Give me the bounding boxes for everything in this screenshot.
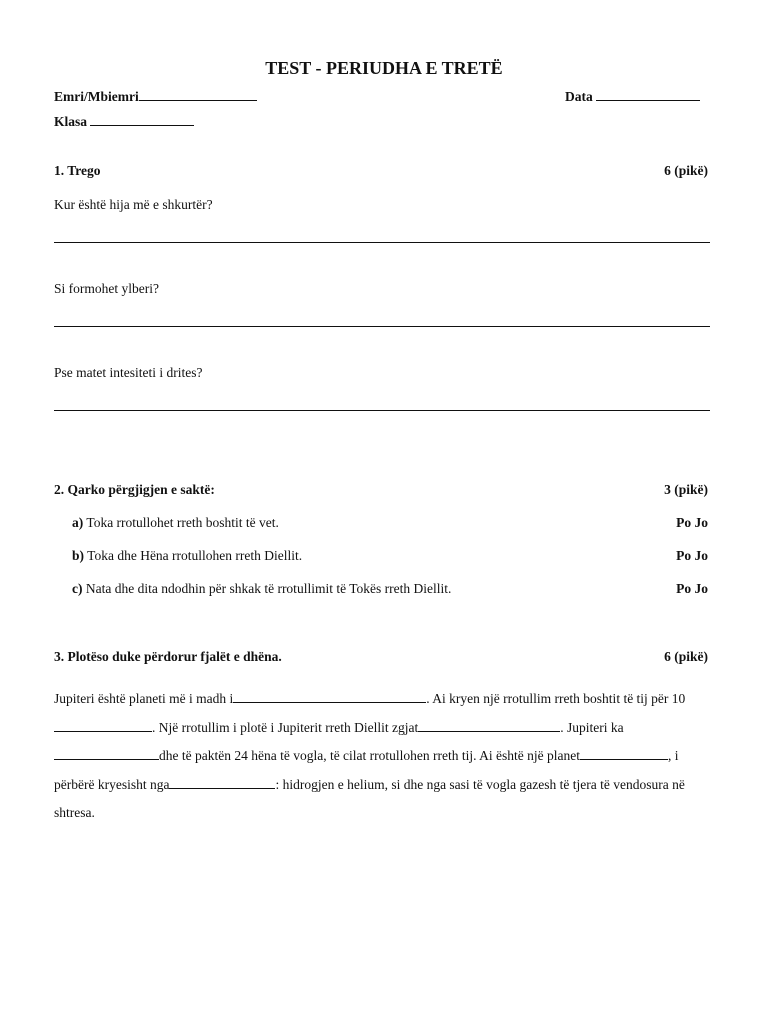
q3-text-part: , i përbërë kryesisht nga [54,748,679,792]
q2-item-b-options[interactable]: Po Jo [676,548,708,563]
q2-item-text: Toka rrotullohet rreth boshtit të vet. [86,515,279,530]
date-label: Data [565,89,593,104]
q2-item-c [72,581,451,597]
q3-blank-6[interactable] [169,776,275,789]
q3-text-part: . Një rrotullim i plotë i Jupiterit rreth Diellit zgjat [152,719,419,735]
q3-text-part: . Ai kryen një rrotullim rreth boshtit të tij për 10 [426,691,686,706]
q2-item-a [72,515,279,531]
name-blank[interactable] [139,88,257,101]
date-blank[interactable] [596,88,700,101]
q1-answer-line-1[interactable] [54,242,710,243]
class-label: Klasa [54,114,88,129]
q3-heading: 3. Plotëso duke përdorur fjalët e dhëna. [54,649,282,664]
name-field-row [54,88,257,105]
page-title: TEST - PERIUDHA E TRETË [265,58,503,78]
q3-blank-1[interactable] [233,690,426,703]
q1-question-2: Si formohet ylberi? [54,281,159,296]
q2-item-letter: a) [72,515,84,530]
q2-item-letter: c) [72,581,83,596]
name-label: Emri/Mbiemri [54,89,139,104]
q1-question-1: Kur është hija më e shkurtër? [54,197,213,212]
q2-item-b [72,548,302,564]
q2-item-text: Toka dhe Hëna rrotullohen rreth Diellit. [87,548,303,563]
q3-points: 6 (pikë) [664,649,708,664]
q3-blank-5[interactable] [580,747,668,760]
q3-text-part: Jupiteri është planeti më i madh i [54,691,234,706]
q3-blank-3[interactable] [418,719,560,732]
q1-points: 6 (pikë) [664,163,708,178]
class-blank[interactable] [90,113,194,126]
q1-heading: 1. Trego [54,163,101,178]
q3-paragraph [54,685,714,828]
q2-item-a-options[interactable]: Po Jo [676,515,708,530]
class-field-row [54,113,194,130]
q2-heading: 2. Qarko përgjigjen e saktë: [54,482,215,497]
q3-blank-4[interactable] [54,747,159,760]
q3-blank-2[interactable] [54,719,152,732]
q3-text-part: : hidrogjen e helium, si dhe nga sasi të vogla gazesh të tjera të vendosura në shtresa. [54,776,685,820]
q1-question-3: Pse matet intesiteti i drites? [54,365,203,380]
q1-answer-line-3[interactable] [54,410,710,411]
q3-text-part: dhe të paktën 24 hëna të vogla, të cilat rrotullohen rreth tij. Ai është një planet [159,748,580,763]
q2-points: 3 (pikë) [664,482,708,497]
q2-item-c-options[interactable]: Po Jo [676,581,708,596]
q1-answer-line-2[interactable] [54,326,710,327]
date-field-row [565,88,700,105]
q2-item-text: Nata dhe dita ndodhin për shkak të rrotullimit të Tokës rreth Diellit. [85,581,452,596]
q3-text-part: . Jupiteri ka [560,719,624,735]
q2-item-letter: b) [72,548,85,563]
